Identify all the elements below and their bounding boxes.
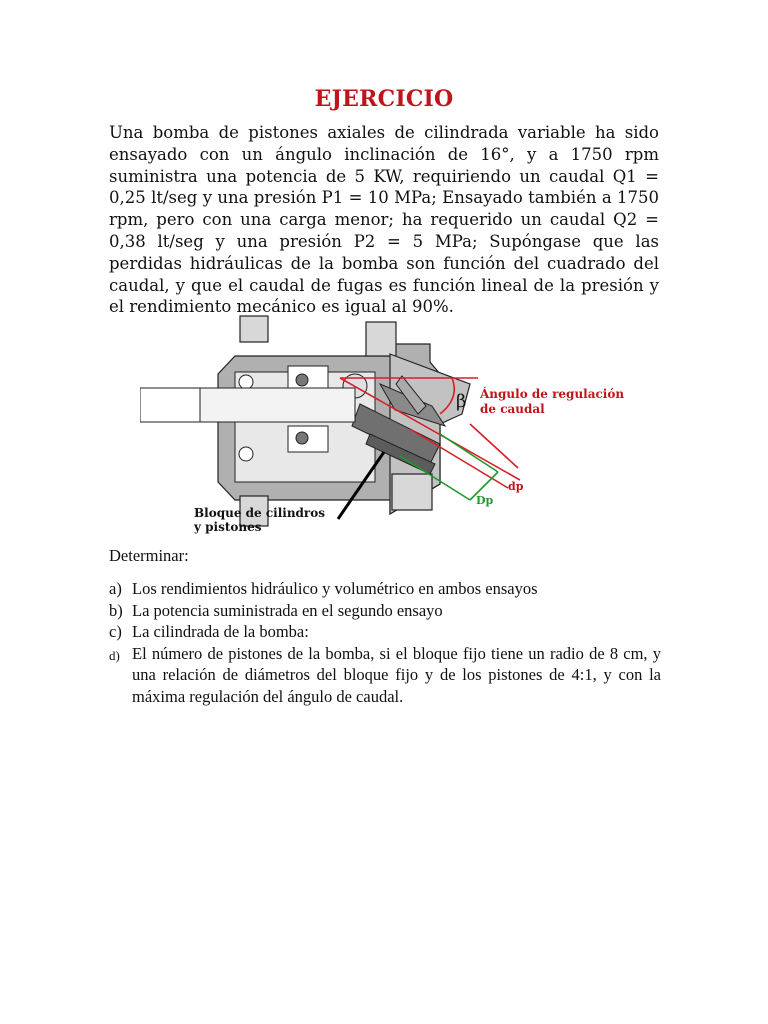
list-item xyxy=(109,600,661,622)
block-label-line1: Bloque de cilindros xyxy=(194,506,326,520)
dp-big-label: Dp xyxy=(476,494,494,507)
list-marker: a) xyxy=(109,579,122,598)
list-marker: c) xyxy=(109,622,122,641)
pump-diagram xyxy=(140,314,640,540)
problem-statement: Una bomba de pistones axiales de cilindrada variable ha sido ensayado con un ángulo inclinación de 16°, y a 1750 rpm suministra una potencia de 5 KW, requiriendo un caudal Q1 = 0,25 lt/seg y una presión P1 = 10 MPa; Ensayado también a 1750 rpm, pero con una carga menor; ha requerido un caudal Q2 = 0,38 lt/seg y una presión P2 = 5 MPa; Supóngase que las perdidas hidráulicas de la bomba son función del cuadrado del caudal, y que el caudal de fugas es función lineal de la presión y el rendimiento mecánico es igual al 90%. xyxy=(109,123,659,317)
list-item-text: La cilindrada de la bomba: xyxy=(132,622,309,641)
determinar-heading: Determinar: xyxy=(109,546,189,565)
list-marker: d) xyxy=(109,647,120,663)
list-item xyxy=(109,578,661,600)
question-list xyxy=(109,578,661,707)
beta-label: β xyxy=(456,391,467,412)
block-label-line2: y pistones xyxy=(194,520,262,534)
list-item-text: La potencia suministrada en el segundo ensayo xyxy=(132,600,443,620)
list-item xyxy=(109,621,661,643)
angle-label-line2: de caudal xyxy=(480,402,545,416)
list-marker: b) xyxy=(109,600,123,620)
angle-label-line1: Ángulo de regulación xyxy=(480,387,625,401)
list-item-text: Los rendimientos hidráulico y volumétrico en ambos ensayos xyxy=(132,579,538,598)
dp-small-label: dp xyxy=(508,480,524,493)
list-item xyxy=(109,643,661,708)
page-title: EJERCICIO xyxy=(314,86,454,112)
list-item-text: El número de pistones de la bomba, si el bloque fijo tiene un radio de 8 cm, y una relación de diámetros del bloque fijo y de los pistones de 4:1, y con la máxima regulación del ángulo de caudal. xyxy=(132,643,661,706)
